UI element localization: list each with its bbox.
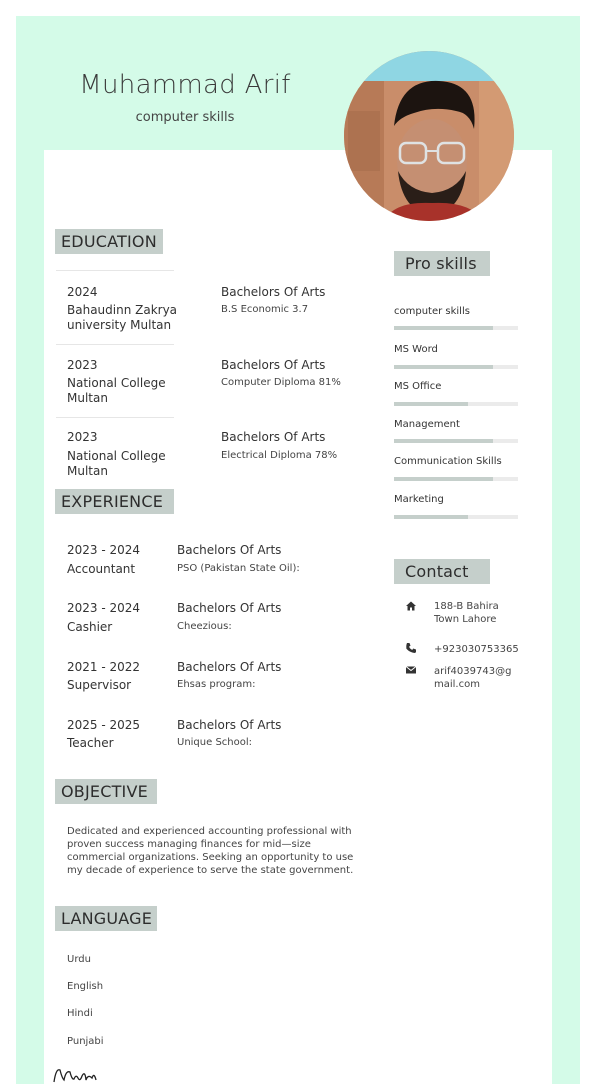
skill-label: MS Word — [394, 344, 438, 355]
education-school: Multan — [67, 391, 108, 405]
skill-bar-fill — [394, 365, 493, 369]
education-school: National College — [67, 376, 166, 390]
skill-bar — [394, 326, 518, 330]
education-year: 2024 — [67, 285, 98, 299]
experience-role: Teacher — [67, 736, 114, 750]
experience-role: Accountant — [67, 562, 136, 576]
contact-email[interactable]: mail.com — [434, 679, 480, 690]
objective-text: my decade of experience to serve the state government. — [67, 865, 354, 876]
experience-role: Cashier — [67, 620, 113, 634]
education-separator — [56, 344, 174, 345]
education-school: National College — [67, 449, 166, 463]
skill-label: Management — [394, 419, 460, 430]
experience-degree: Bachelors Of Arts — [177, 601, 282, 615]
objective-text: commercial organizations. Seeking an opportunity to use — [67, 852, 354, 863]
skill-bar-fill — [394, 402, 468, 406]
skill-label: Communication Skills — [394, 456, 502, 467]
education-degree: Bachelors Of Arts — [221, 430, 326, 444]
experience-years: 2023 - 2024 — [67, 543, 141, 557]
education-year: 2023 — [67, 430, 98, 444]
candidate-name: Muhammad Arif — [79, 70, 291, 100]
education-detail: B.S Economic 3.7 — [221, 304, 309, 315]
skill-label: Marketing — [394, 494, 444, 505]
contact-address: Town Lahore — [434, 614, 497, 625]
experience-years: 2023 - 2024 — [67, 601, 141, 615]
experience-years: 2021 - 2022 — [67, 660, 141, 674]
experience-degree: Bachelors Of Arts — [177, 660, 282, 674]
skill-bar — [394, 515, 518, 519]
language-item: English — [67, 981, 104, 992]
language-item: Urdu — [67, 954, 91, 965]
language-item: Hindi — [67, 1008, 93, 1019]
education-degree: Bachelors Of Arts — [221, 285, 326, 299]
education-separator — [56, 417, 174, 418]
skill-bar-fill — [394, 326, 493, 330]
experience-degree: Bachelors Of Arts — [177, 543, 282, 557]
objective-text: Dedicated and experienced accounting professional with — [67, 826, 352, 837]
candidate-subtitle: computer skills — [135, 110, 235, 125]
education-degree: Bachelors Of Arts — [221, 358, 326, 372]
experience-heading: EXPERIENCE — [55, 489, 174, 514]
contact-email[interactable]: arif4039743@g — [434, 666, 512, 677]
education-separator — [56, 270, 174, 271]
education-year: 2023 — [67, 358, 98, 372]
language-heading: LANGUAGE — [55, 906, 157, 931]
education-school: Bahaudinn Zakrya — [67, 303, 178, 317]
skill-bar — [394, 439, 518, 443]
contact-address: 188-B Bahira — [434, 601, 499, 612]
mail-icon — [405, 664, 417, 676]
experience-years: 2025 - 2025 — [67, 718, 141, 732]
language-item: Punjabi — [67, 1036, 104, 1047]
skill-bar-fill — [394, 515, 468, 519]
education-detail: Electrical Diploma 78% — [221, 450, 338, 461]
contact-phone[interactable]: +923030753365 — [434, 644, 519, 655]
experience-org: PSO (Pakistan State Oil): — [177, 563, 300, 574]
skill-label: computer skills — [394, 306, 470, 317]
skill-label: MS Office — [394, 381, 442, 392]
phone-icon — [405, 642, 417, 654]
home-icon — [405, 600, 417, 612]
skill-bar — [394, 402, 518, 406]
profile-photo — [344, 51, 514, 221]
experience-role: Supervisor — [67, 678, 132, 692]
skill-bar-fill — [394, 439, 493, 443]
education-school: university Multan — [67, 318, 172, 332]
skill-bar-fill — [394, 477, 493, 481]
experience-degree: Bachelors Of Arts — [177, 718, 282, 732]
education-detail: Computer Diploma 81% — [221, 377, 341, 388]
skill-bar — [394, 365, 518, 369]
skill-bar — [394, 477, 518, 481]
pro-skills-heading: Pro skills — [394, 251, 490, 276]
experience-org: Cheezious: — [177, 621, 232, 632]
objective-text: proven success managing finances for mid—size — [67, 839, 311, 850]
education-school: Multan — [67, 464, 108, 478]
experience-org: Unique School: — [177, 737, 253, 748]
education-heading: EDUCATION — [55, 229, 163, 254]
experience-org: Ehsas program: — [177, 679, 256, 690]
signature — [52, 1064, 102, 1084]
contact-heading: Contact — [394, 559, 490, 584]
objective-heading: OBJECTIVE — [55, 779, 157, 804]
